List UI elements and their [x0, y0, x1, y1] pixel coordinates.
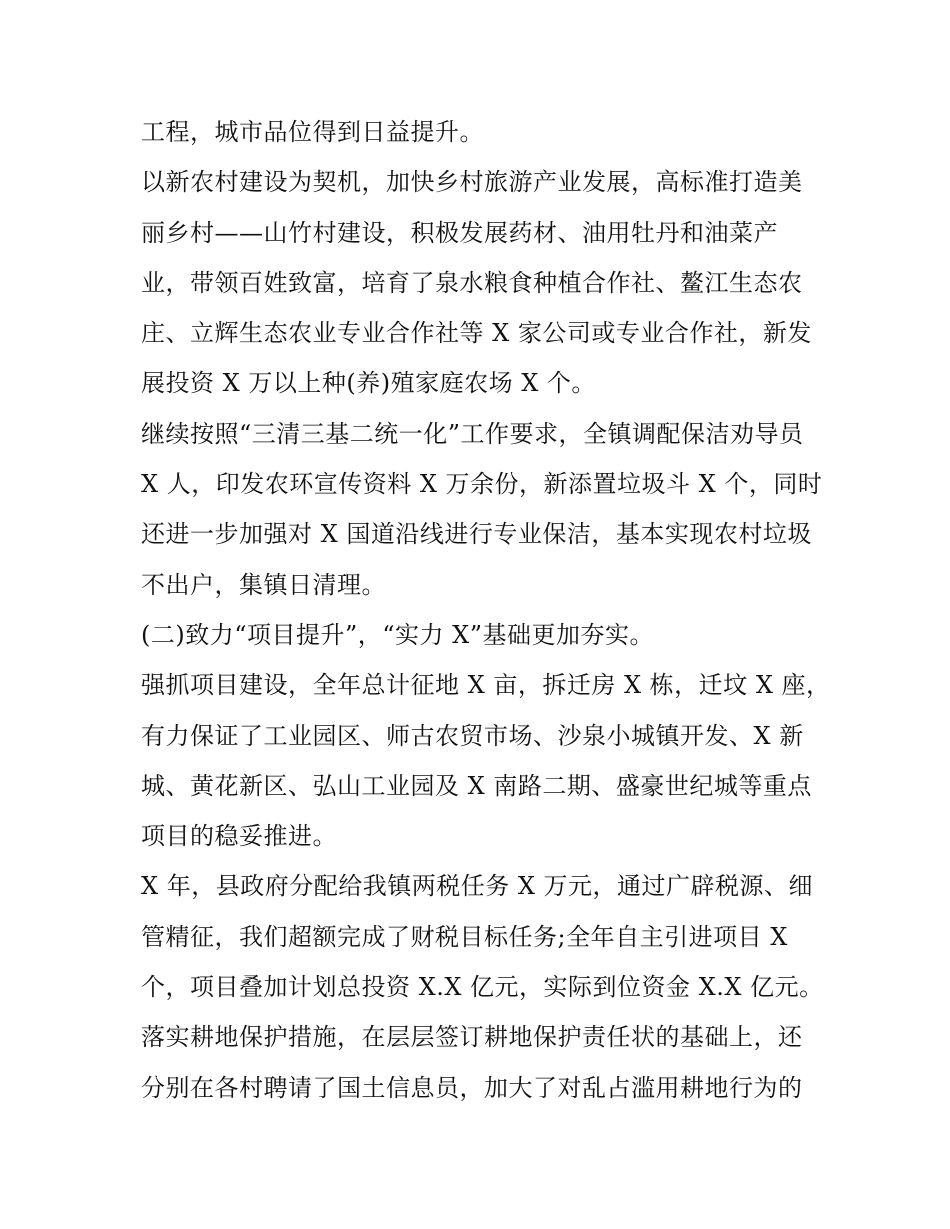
text-line: 还进一步加强对 X 国道沿线进行专业保洁，基本实现农村垃圾: [141, 520, 812, 549]
text-line: X 年，县政府分配给我镇两税任务 X 万元，通过广辟税源、细: [141, 872, 814, 901]
body-text: [141, 107, 831, 1113]
text-line: X 人，印发农环宣传资料 X 万余份，新添置垃圾斗 X 个，同时: [141, 470, 823, 499]
text-line: 业，带领百姓致富，培育了泉水粮食种植合作社、鳌江生态农: [141, 268, 803, 297]
text-line: 个，项目叠加计划总投资 X.X 亿元，实际到位资金 X.X 亿元。: [141, 973, 824, 1002]
text-line: 丽乡村——山竹村建设，积极发展药材、油用牡丹和油菜产: [141, 218, 778, 247]
text-line: 有力保证了工业园区、师古农贸市场、沙泉小城镇开发、X 新: [141, 721, 804, 750]
text-line: 落实耕地保护措施，在层层签订耕地保护责任状的基础上，还: [141, 1023, 803, 1052]
text-line: 分别在各村聘请了国土信息员，加大了对乱占滥用耕地行为的: [141, 1073, 803, 1102]
text-line: 继续按照“三清三基二统一化”工作要求，全镇调配保洁劝导员: [141, 419, 804, 448]
text-line: 管精征，我们超额完成了财税目标任务;全年自主引进项目 X: [141, 922, 788, 951]
text-line: 城、黄花新区、弘山工业园及 X 南路二期、盛豪世纪城等重点: [141, 771, 812, 800]
text-line: 不出户，集镇日清理。: [141, 570, 386, 599]
text-line: 项目的稳妥推进。: [141, 822, 337, 851]
text-line: 以新农村建设为契机，加快乡村旅游产业发展，高标准打造美: [141, 168, 803, 197]
section-heading: (二)致力“项目提升”，“实力 X”基础更加夯实。: [141, 620, 655, 649]
text-line: 展投资 X 万以上种(养)殖家庭农场 X 个。: [141, 369, 596, 398]
text-line: 强抓项目建设，全年总计征地 X 亩，拆迁房 X 栋，迁坟 X 座，: [141, 671, 831, 700]
text-line: 庄、立辉生态农业专业合作社等 X 家公司或专业合作社，新发: [141, 319, 812, 348]
text-line: 工程，城市品位得到日益提升。: [141, 118, 484, 146]
